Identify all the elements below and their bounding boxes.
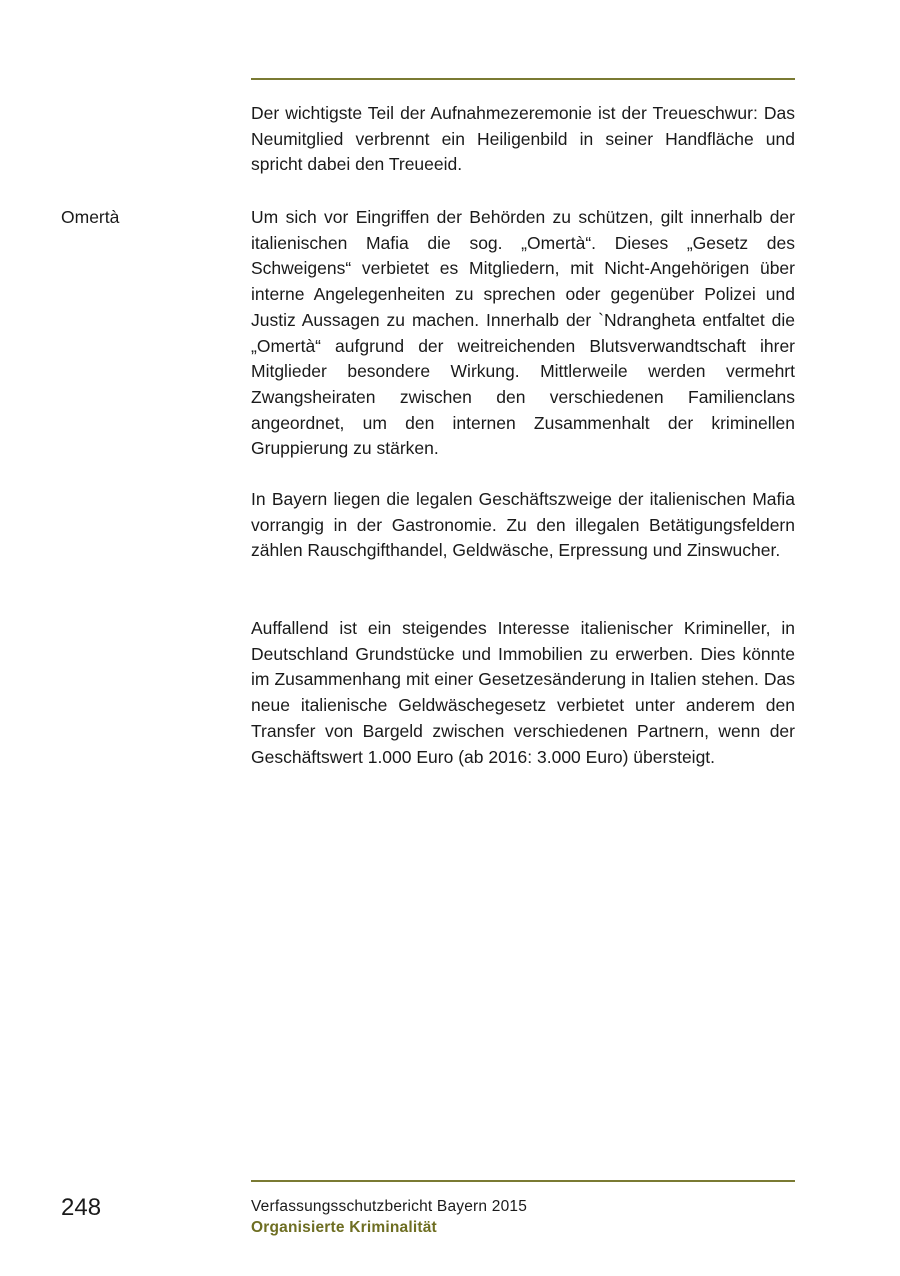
paragraph-text: Der wichtigste Teil der Aufnahmezeremonie ist der Treueschwur: Das Neumitglied verbrennt ein Heiligenbild in seiner Handfläche und spricht dabei den Treueeid. <box>251 103 795 175</box>
footer-rule <box>251 1180 795 1182</box>
paragraph-bayern <box>251 487 795 564</box>
footer-report-title: Verfassungsschutzbericht Bayern 2015 <box>251 1198 528 1215</box>
paragraph-immobilien <box>251 616 795 770</box>
footer-chapter-title: Organisierte Kriminalität <box>251 1219 437 1236</box>
margin-label-omerta: Omertà <box>61 207 120 227</box>
header-rule <box>251 78 795 80</box>
paragraph-omerta <box>251 205 795 462</box>
page-number: 248 <box>61 1194 102 1221</box>
paragraph-text: Um sich vor Eingriffen der Behörden zu schützen, gilt innerhalb der italienischen Mafia die sog. „Omertà“. Dieses „Gesetz des Schweigens“ verbietet es Mitgliedern, mit Nicht-Angehörigen über interne Angelegenheiten zu sprechen oder gegenüber Polizei und Justiz Aussagen zu machen. Innerhalb der `Ndrangheta entfaltet die „Omertà“ aufgrund der weitreichenden Blutsverwandtschaft ihrer Mitglieder besondere Wirkung. Mittlerweile werden vermehrt Zwangsheiraten zwischen den verschiedenen Familienclans angeordnet, um den internen Zusammenhalt der kriminellen Gruppierung zu stärken. <box>251 207 795 459</box>
paragraph-text: In Bayern liegen die legalen Geschäftszweige der italienischen Mafia vorrangig in der Gastronomie. Zu den illegalen Betätigungsfeldern zählen Rauschgifthandel, Geldwäsche, Erpressung und Zinswucher. <box>251 489 795 561</box>
paragraph-treueschwur <box>251 101 795 178</box>
paragraph-text: Auffallend ist ein steigendes Interesse italienischer Krimineller, in Deutschland Grundstücke und Immobilien zu erwerben. Dies könnte im Zusammenhang mit einer Gesetzesänderung in Italien stehen. Das neue italienische Geldwäschegesetz verbietet unter anderem den Transfer von Bargeld zwischen verschiedenen Partnern, wenn der Geschäftswert 1.000 Euro (ab 2016: 3.000 Euro) übersteigt. <box>251 618 795 767</box>
